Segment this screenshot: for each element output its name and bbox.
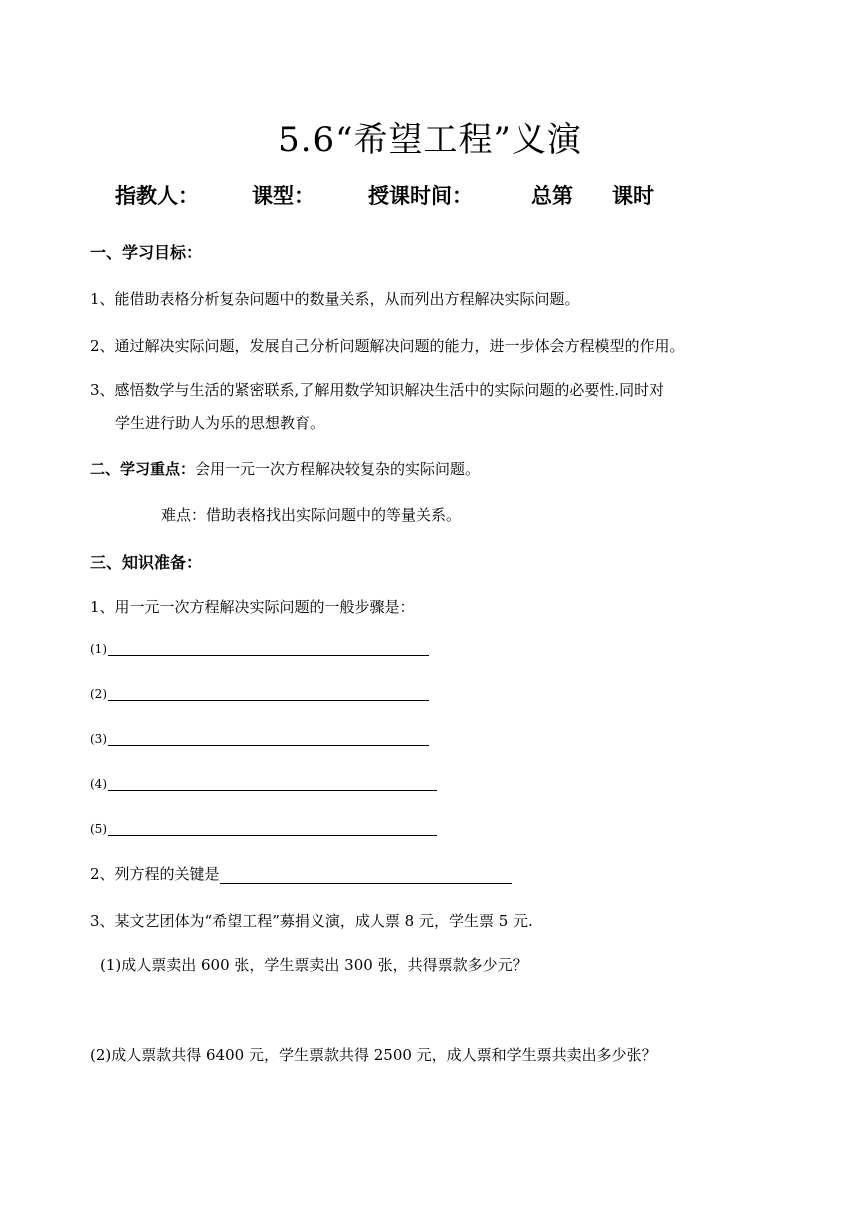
step-blank-row (90, 821, 437, 836)
step-label: (5) (90, 822, 107, 836)
step-blank-row (90, 641, 429, 656)
question-charity-show: 3、某文艺团体为“希望工程”募捐义演，成人票 8 元，学生票 5 元. (90, 912, 533, 930)
step-label: (2) (90, 687, 107, 701)
answer-blank[interactable] (220, 867, 512, 884)
header-teacher: 指教人： (115, 184, 199, 208)
goal-item-continuation: 学生进行助人为乐的思想教育。 (115, 414, 326, 432)
key-points-line (90, 459, 480, 479)
sub-question-2: (2)成人票款共得 6400 元，学生票款共得 2500 元，成人票和学生票共卖出多少张？ (90, 1046, 657, 1064)
question-key-line (90, 864, 512, 884)
answer-blank[interactable] (108, 641, 429, 656)
header-lesson-type: 课型： (252, 184, 315, 208)
step-blank-row (90, 686, 429, 701)
difficulty-text: 难点：借助表格找出实际问题中的等量关系。 (161, 506, 462, 524)
section-heading-key-points: 二、学习重点： (90, 460, 196, 478)
section-heading-preparation: 三、知识准备： (90, 553, 203, 572)
answer-blank[interactable] (108, 731, 429, 746)
step-blank-row (90, 731, 429, 746)
answer-blank[interactable] (108, 776, 437, 791)
header-total: 总第 (531, 184, 573, 208)
step-label: (1) (90, 642, 107, 656)
step-blank-row (90, 776, 437, 791)
goal-item: 2、通过解决实际问题，发展自己分析问题解决问题的能力，进一步体会方程模型的作用。 (90, 337, 685, 355)
header-lesson-time: 授课时间： (368, 184, 473, 208)
goal-item: 1、能借助表格分析复杂问题中的数量关系，从而列出方程解决实际问题。 (90, 290, 580, 308)
key-points-text: 会用一元一次方程解决较复杂的实际问题。 (195, 460, 481, 478)
answer-blank[interactable] (108, 686, 429, 701)
answer-blank[interactable] (108, 821, 437, 836)
step-label: (3) (90, 732, 107, 746)
sub-question-1: (1)成人票卖出 600 张，学生票卖出 300 张，共得票款多少元？ (100, 956, 528, 974)
goal-item: 3、感悟数学与生活的紧密联系,了解用数学知识解决生活中的实际问题的必要性.同时对 (90, 381, 665, 399)
header-period: 课时 (612, 184, 654, 208)
step-label: (4) (90, 777, 107, 791)
question-key: 2、列方程的关键是 (90, 865, 220, 883)
question-steps: 1、用一元一次方程解决实际问题的一般步骤是： (90, 598, 415, 616)
page-title: 5.6“希望工程”义演 (278, 120, 582, 160)
section-heading-goals: 一、学习目标： (90, 243, 203, 262)
